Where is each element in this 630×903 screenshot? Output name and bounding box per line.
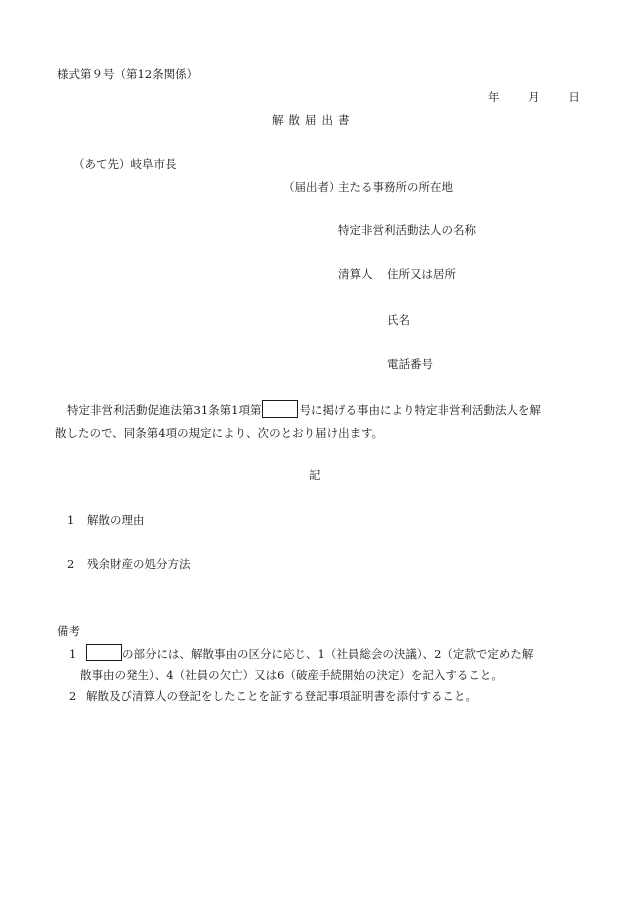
remark-number: 1 [69, 647, 77, 661]
date-line [488, 89, 580, 105]
form-number: 様式第９号（第12条関係） [57, 67, 199, 81]
item-residual-assets [67, 556, 191, 572]
item-label: 解散の理由 [87, 513, 145, 527]
remark-2-text: 解散及び清算人の登記をしたことを証する登記事項証明書を添付すること。 [86, 689, 477, 703]
remark-1 [69, 644, 589, 686]
remark-1-line-2: 散事由の発生）、4（社員の欠亡）又は6（破産手続開始の決定）を記入すること。 [80, 668, 503, 682]
body-line-2: 散したので、同条第4項の規定により、次のとおり届け出ます。 [55, 426, 384, 440]
item-number-blank-box [262, 400, 298, 418]
body-paragraph [55, 399, 585, 445]
remarks-title: 備考 [57, 624, 80, 638]
liquidator-label: 清算人 [338, 267, 373, 281]
body-line-1-before-box: 特定非営利活動促進法第31条第1項第 [67, 403, 262, 417]
corporation-name-label: 特定非営利活動法人の名称 [338, 223, 476, 237]
remark-1-line-1-text: の部分には、解散事由の区分に応じ、1（社員総会の決議）、2（定款で定めた解 [122, 647, 534, 661]
item-dissolution-reason [67, 512, 145, 528]
phone-label: 電話番号 [387, 357, 433, 371]
item-label: 残余財産の処分方法 [87, 557, 191, 571]
date-day-label: 日 [568, 90, 580, 104]
item-number: 2 [67, 557, 75, 571]
remark-blank-box [86, 644, 122, 661]
body-line-1-after-box: 号に掲げる事由により特定非営利活動法人を解 [299, 403, 541, 417]
date-year-label: 年 [488, 90, 500, 104]
notifier-label: （届出者） [283, 180, 341, 194]
remark-number: 2 [69, 689, 77, 703]
office-location-label: 主たる事務所の所在地 [338, 180, 453, 194]
address-label: 住所又は居所 [387, 267, 456, 281]
remark-2 [69, 688, 477, 704]
date-month-label: 月 [528, 90, 540, 104]
addressee: （あて先）岐阜市長 [73, 157, 177, 171]
document-title: 解散届出書 [272, 113, 355, 127]
ki-heading: 記 [309, 468, 321, 482]
item-number: 1 [67, 513, 75, 527]
body-line-1 [55, 399, 585, 422]
remark-1-line-1 [69, 644, 589, 665]
name-label: 氏名 [387, 313, 410, 327]
